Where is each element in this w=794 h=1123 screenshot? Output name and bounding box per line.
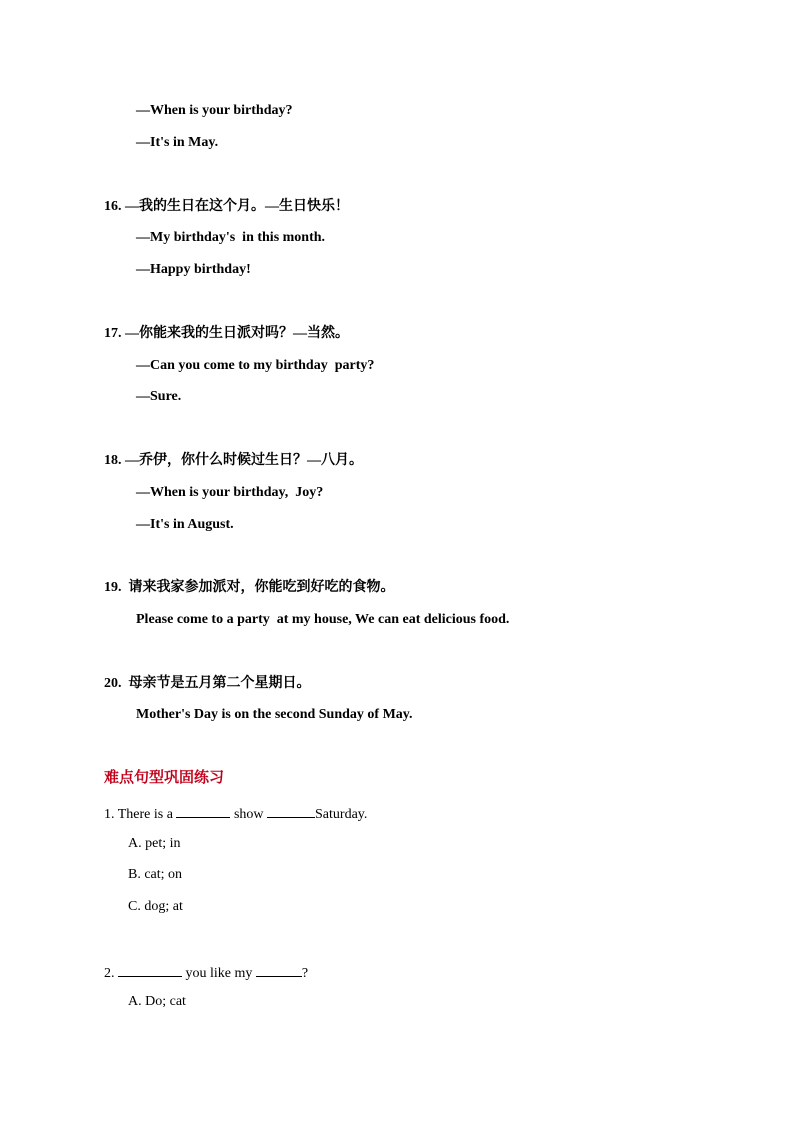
item-19-line-1: Please come to a party at my house, We can eat delicious food. <box>136 612 510 627</box>
item-18-line-1: —When is your birthday, Joy? <box>136 485 324 500</box>
item-17-line-2: —Sure. <box>136 389 182 404</box>
stem-part: 1. There is a <box>104 807 177 822</box>
item-19-prompt <box>104 579 395 597</box>
item-20-prompt <box>104 675 311 693</box>
item-20-line-1: Mother's Day is on the second Sunday of May. <box>136 707 413 722</box>
item-chinese: —你能来我的生日派对吗？—当然。 <box>125 326 349 341</box>
stem-part: ? <box>301 966 309 981</box>
stem-part: show <box>230 807 268 822</box>
exercise-1-option-a[interactable]: A. pet; in <box>128 836 181 851</box>
dialogue-question: —When is your birthday? <box>136 103 293 118</box>
answer-blank[interactable] <box>118 962 182 977</box>
item-number: 17. <box>104 326 122 341</box>
item-number: 19. <box>104 580 122 595</box>
exercise-1-stem <box>104 803 367 824</box>
item-18-prompt <box>104 452 363 470</box>
stem-part: you like my <box>182 966 256 981</box>
exercise-2-option-a[interactable]: A. Do; cat <box>128 994 186 1009</box>
item-17-line-1: —Can you come to my birthday party? <box>136 358 375 373</box>
answer-blank[interactable] <box>176 803 230 818</box>
section-heading: 难点句型巩固练习 <box>104 770 225 786</box>
item-16-line-2: —Happy birthday! <box>136 262 251 277</box>
item-16-prompt <box>104 198 349 216</box>
exercise-2-stem <box>104 962 308 983</box>
item-chinese: 母亲节是五月第二个星期日。 <box>128 676 311 691</box>
stem-part: Saturday. <box>315 807 368 822</box>
item-18-line-2: —It's in August. <box>136 517 234 532</box>
item-number: 16. <box>104 199 122 214</box>
item-17-prompt <box>104 325 349 343</box>
item-chinese: —我的生日在这个月。—生日快乐！ <box>125 199 349 214</box>
item-number: 18. <box>104 453 122 468</box>
item-chinese: —乔伊，你什么时候过生日？—八月。 <box>125 453 363 468</box>
item-chinese: 请来我家参加派对，你能吃到好吃的食物。 <box>128 580 395 595</box>
stem-part: 2. <box>104 966 118 981</box>
dialogue-answer: —It's in May. <box>136 135 219 150</box>
exercise-1-option-b[interactable]: B. cat; on <box>128 867 183 882</box>
item-16-line-1: —My birthday's in this month. <box>136 230 326 245</box>
answer-blank[interactable] <box>256 962 302 977</box>
exercise-1-option-c[interactable]: C. dog; at <box>128 899 183 914</box>
item-number: 20. <box>104 676 122 691</box>
answer-blank[interactable] <box>267 803 315 818</box>
